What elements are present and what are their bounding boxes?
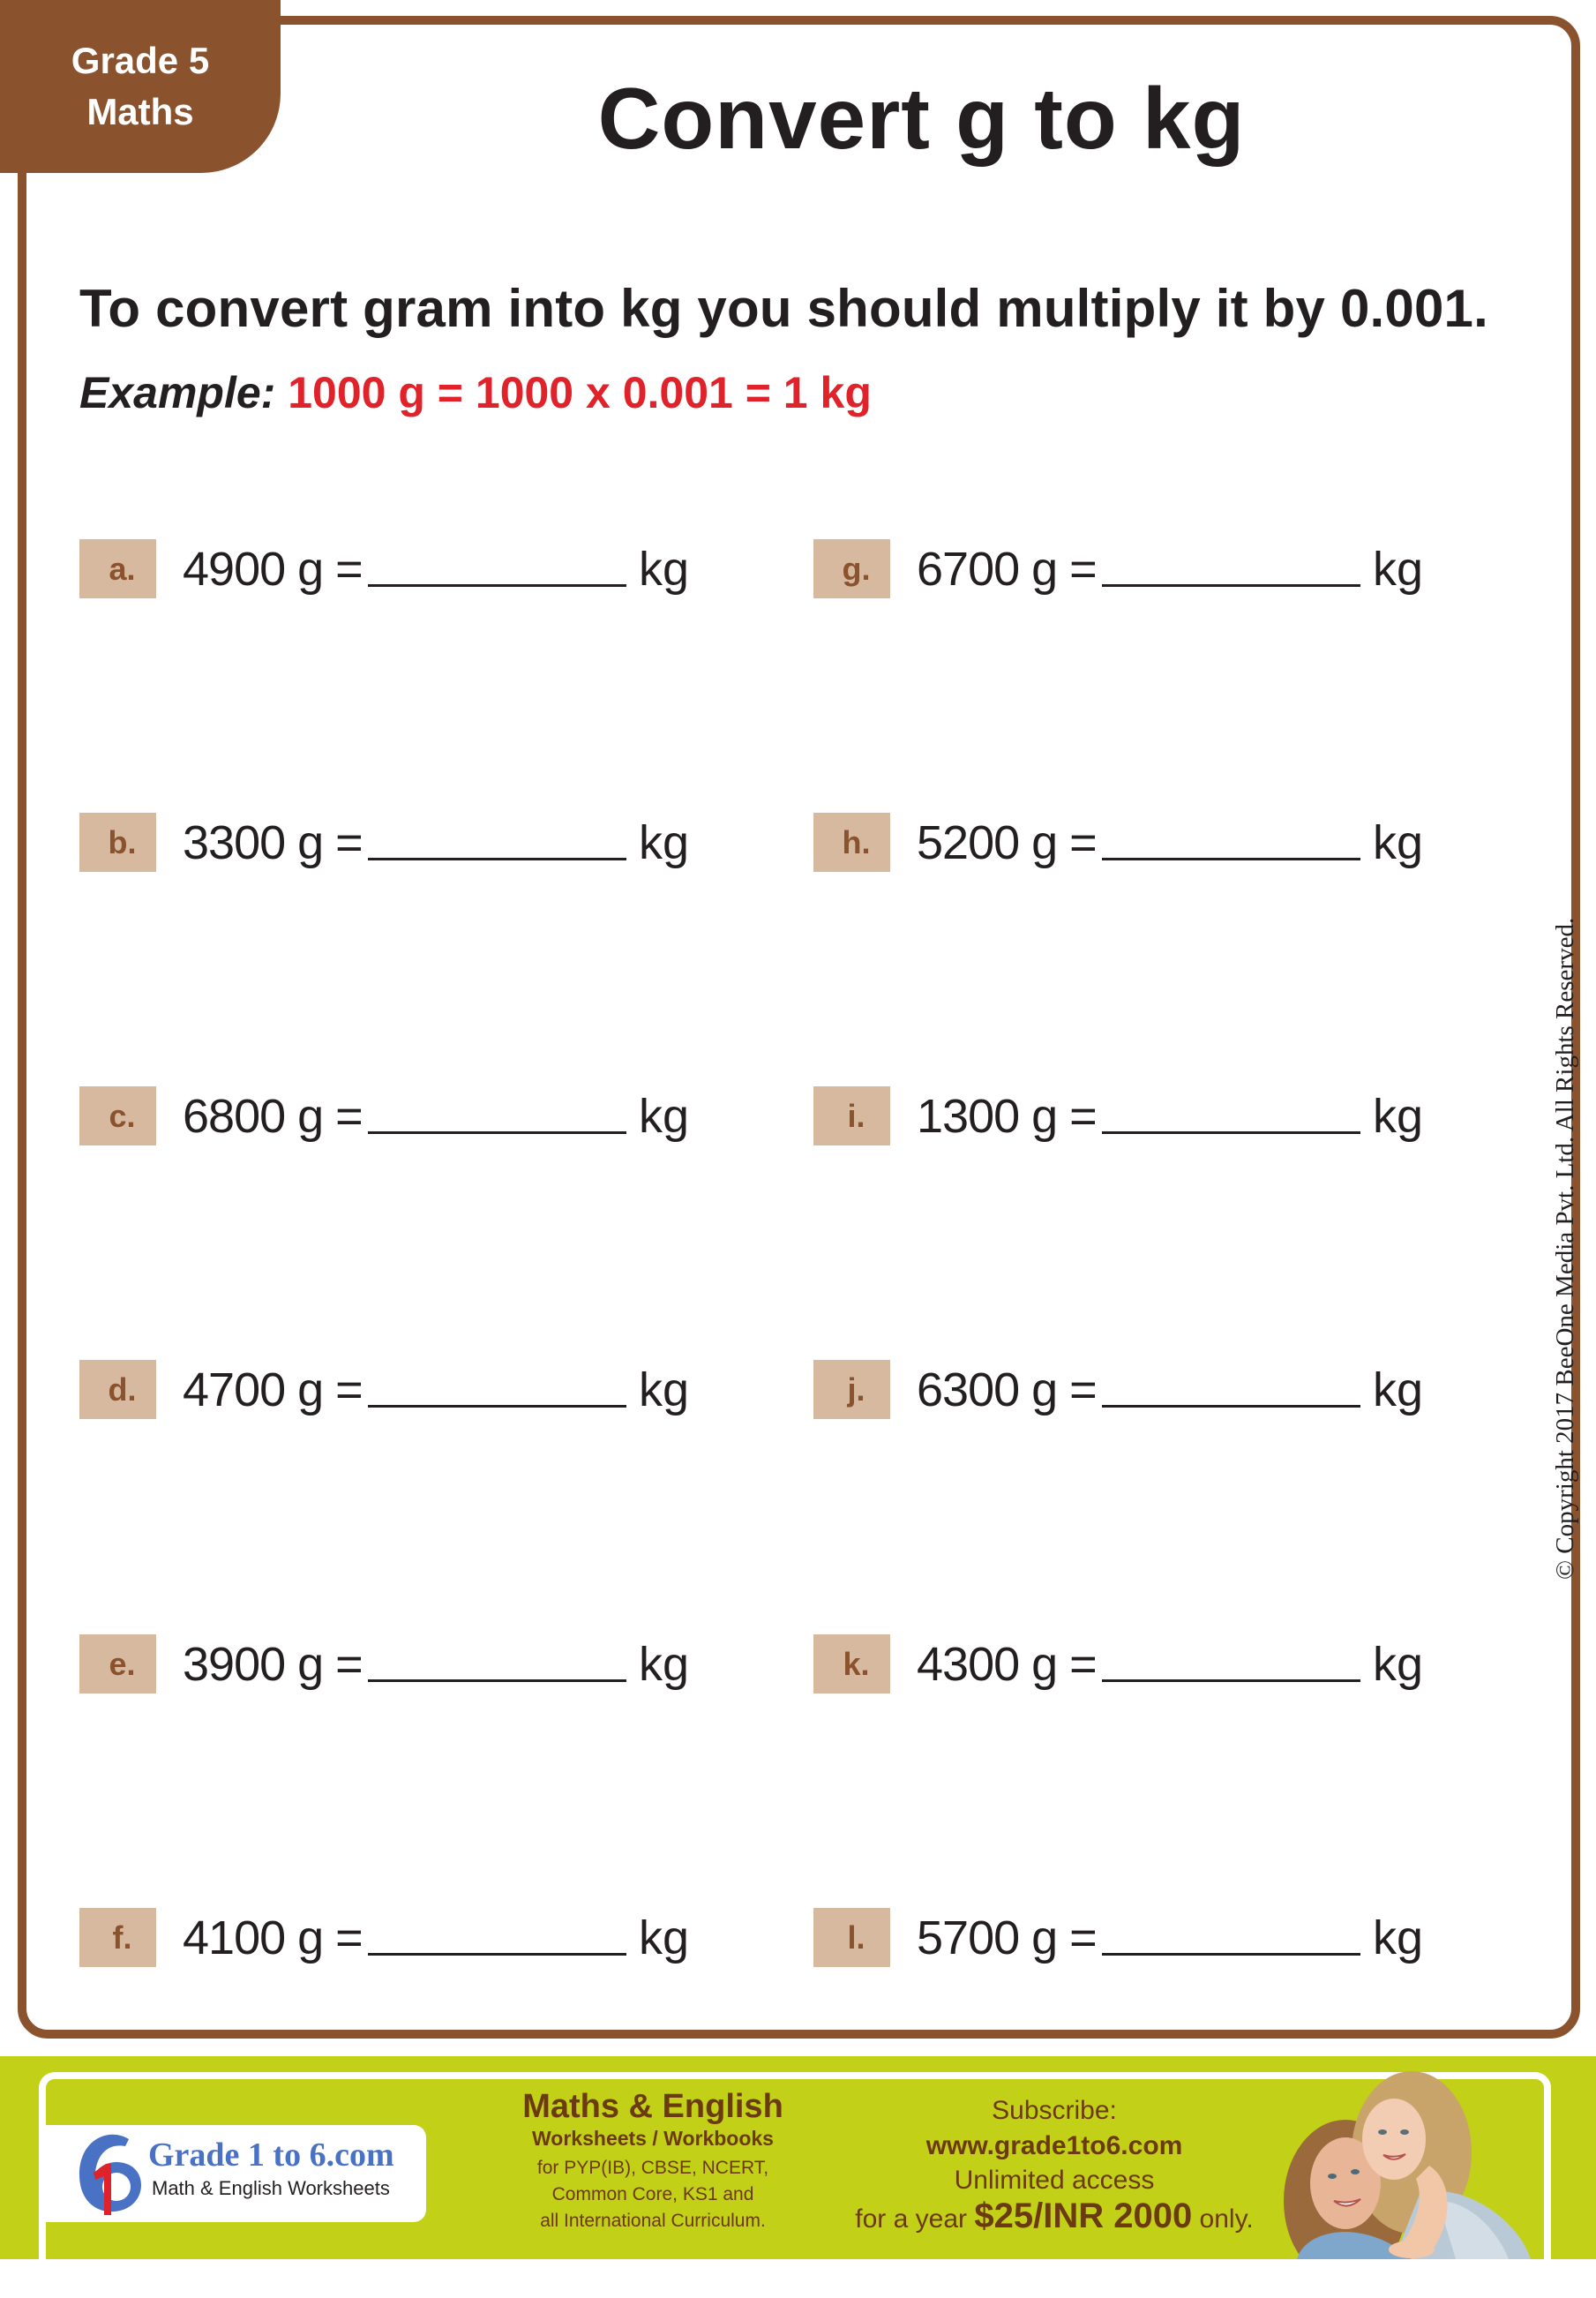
- answer-blank[interactable]: [368, 584, 626, 587]
- problem-label: h.: [813, 813, 890, 872]
- problem-expression: 6800 g =: [183, 1089, 363, 1143]
- subscribe-label: Subscribe:: [992, 2096, 1117, 2125]
- problem-label: i.: [813, 1086, 890, 1145]
- problem-unit: kg: [1373, 1637, 1424, 1691]
- answer-blank[interactable]: [368, 858, 626, 860]
- problem-unit: kg: [639, 1089, 690, 1143]
- problem-j: [813, 1360, 1423, 1419]
- problem-unit: kg: [639, 1911, 690, 1964]
- mother-and-daughter-photo: [1262, 2069, 1544, 2259]
- problem-k: [813, 1634, 1423, 1693]
- answer-blank[interactable]: [1102, 1679, 1360, 1682]
- promo-line: Common Core, KS1 and: [551, 2184, 754, 2204]
- promo-block: [494, 2088, 812, 2234]
- problem-unit: kg: [1373, 1089, 1424, 1143]
- problem-unit: kg: [1373, 815, 1424, 869]
- problem-label: l.: [813, 1908, 890, 1967]
- problem-unit: kg: [1373, 1363, 1424, 1416]
- problem-l: [813, 1908, 1423, 1967]
- problem-expression: 1300 g =: [917, 1089, 1097, 1143]
- price-value: $25/INR 2000: [974, 2197, 1193, 2235]
- example-formula: 1000 g = 1000 x 0.001 = 1 kg: [288, 368, 872, 417]
- page-title: Convert g to kg: [597, 70, 1246, 167]
- problem-expression: 3300 g =: [183, 815, 363, 869]
- problem-label: k.: [813, 1634, 890, 1693]
- example-line: [79, 365, 872, 420]
- problem-expression: 4900 g =: [183, 542, 363, 596]
- answer-blank[interactable]: [368, 1679, 626, 1682]
- problem-expression: 6300 g =: [917, 1363, 1097, 1416]
- problem-i: [813, 1086, 1423, 1145]
- subscribe-url-link[interactable]: www.grade1to6.com: [925, 2131, 1183, 2160]
- problem-unit: kg: [639, 815, 690, 869]
- problem-c: [79, 1086, 689, 1145]
- subscribe-block: [829, 2093, 1279, 2238]
- problem-label: e.: [79, 1634, 156, 1693]
- site-logo[interactable]: [46, 2125, 426, 2222]
- problem-e: [79, 1634, 689, 1693]
- problem-expression: 6700 g =: [917, 542, 1097, 596]
- subscribe-access: Unlimited access: [954, 2166, 1155, 2195]
- problem-unit: kg: [1373, 542, 1424, 596]
- example-label: Example:: [79, 368, 276, 417]
- problem-f: [79, 1908, 689, 1967]
- instruction-text: To convert gram into kg you should multiply it by 0.001.: [79, 279, 1488, 338]
- problem-g: [813, 539, 1423, 598]
- problem-expression: 5200 g =: [917, 815, 1097, 869]
- problem-unit: kg: [639, 1637, 690, 1691]
- problem-expression: 3900 g =: [183, 1637, 363, 1691]
- promo-line: for PYP(IB), CBSE, NCERT,: [536, 2158, 769, 2178]
- problem-expression: 4300 g =: [917, 1637, 1097, 1691]
- grade-tab: [0, 0, 281, 173]
- footer-banner: [0, 2056, 1596, 2259]
- answer-blank[interactable]: [1102, 584, 1360, 587]
- problem-label: f.: [79, 1908, 156, 1967]
- problem-unit: kg: [1373, 1911, 1424, 1964]
- answer-blank[interactable]: [368, 1405, 626, 1408]
- problem-h: [813, 813, 1423, 872]
- problem-unit: kg: [639, 1363, 690, 1416]
- problem-expression: 4700 g =: [183, 1363, 363, 1416]
- price-prefix: for a year: [855, 2204, 968, 2234]
- answer-blank[interactable]: [1102, 1405, 1360, 1408]
- problem-expression: 5700 g =: [917, 1911, 1097, 1964]
- answer-blank[interactable]: [368, 1131, 626, 1134]
- problem-b: [79, 813, 689, 872]
- answer-blank[interactable]: [1102, 1953, 1360, 1956]
- problem-expression: 4100 g =: [183, 1911, 363, 1964]
- price-suffix: only.: [1199, 2204, 1254, 2234]
- problem-label: a.: [79, 539, 156, 598]
- problem-a: [79, 539, 689, 598]
- answer-blank[interactable]: [1102, 1131, 1360, 1134]
- problem-unit: kg: [639, 542, 690, 596]
- subscribe-price-line: [829, 2197, 1279, 2238]
- problem-d: [79, 1360, 689, 1419]
- problem-label: d.: [79, 1360, 156, 1419]
- problem-label: c.: [79, 1086, 156, 1145]
- subject-label: Maths: [86, 91, 194, 132]
- copyright-notice: © Copyright 2017 BeeOne Media Pvt. Ltd. All Rights Reserved.: [1551, 917, 1579, 1580]
- promo-subheading: Worksheets / Workbooks: [532, 2127, 774, 2150]
- grade-1-to-6-logo-icon: [74, 2130, 145, 2215]
- answer-blank[interactable]: [1102, 858, 1360, 860]
- answer-blank[interactable]: [368, 1953, 626, 1956]
- grade-label: Grade 5: [71, 40, 210, 81]
- promo-heading: Maths & English: [522, 2088, 783, 2125]
- problem-label: b.: [79, 813, 156, 872]
- logo-subtitle: Math & English Worksheets: [152, 2177, 390, 2199]
- logo-title: Grade 1 to 6.com: [148, 2137, 394, 2174]
- promo-line: all International Curriculum.: [540, 2211, 766, 2231]
- problem-label: g.: [813, 539, 890, 598]
- problem-label: j.: [813, 1360, 890, 1419]
